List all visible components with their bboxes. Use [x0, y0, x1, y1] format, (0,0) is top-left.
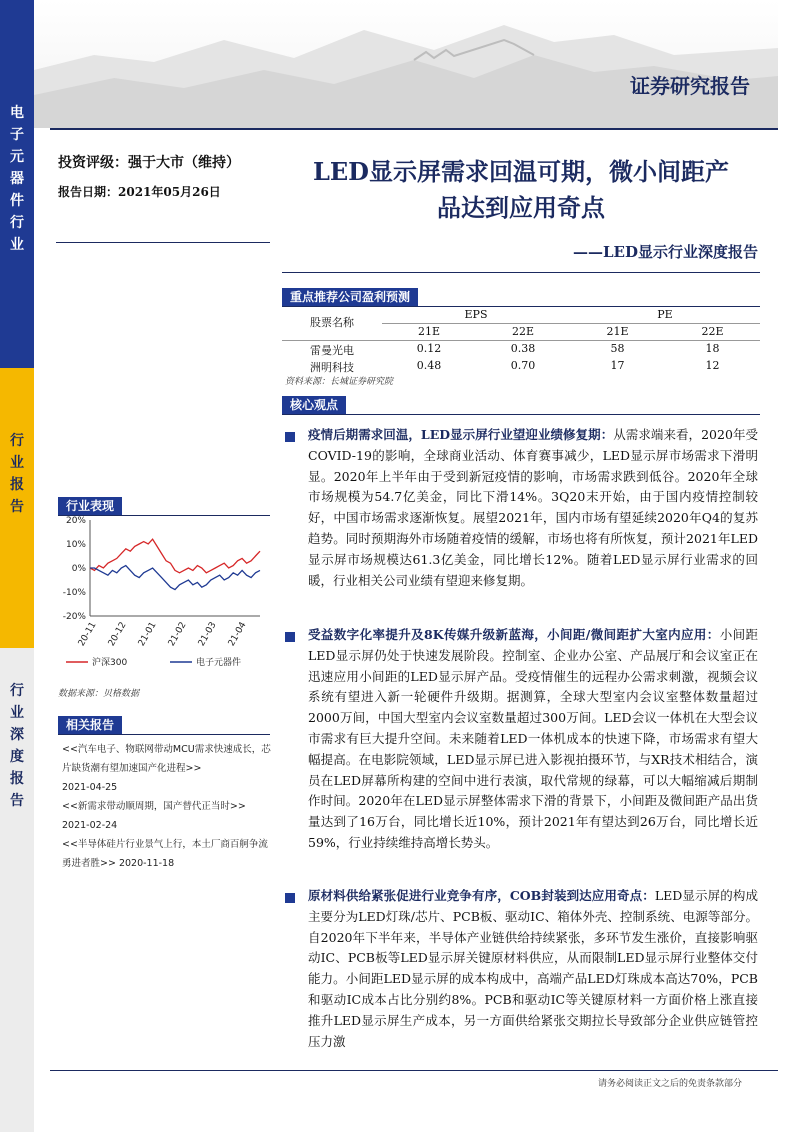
- band-char: 度: [10, 749, 24, 765]
- series-line: [90, 539, 260, 573]
- paragraph-lead: 原材料供给紧张促进行业竞争有序，COB封装到达应用奇点：: [308, 888, 655, 903]
- year-cell: 22E: [511, 325, 535, 338]
- report-date: 报告日期：2021年05月26日: [58, 185, 221, 199]
- table-rule: [282, 340, 760, 341]
- y-tick-label: 20%: [65, 516, 86, 526]
- earnings-heading: 重点推荐公司盈利预测: [282, 288, 418, 307]
- col-eps: EPS: [464, 308, 488, 321]
- value-cell: 0.48: [416, 359, 442, 372]
- band-char: 业: [10, 455, 24, 471]
- x-tick-label: 20-11: [76, 620, 99, 649]
- bullet-icon: [285, 632, 295, 642]
- bullet-icon: [285, 893, 295, 903]
- x-tick-label: 21-02: [166, 620, 189, 649]
- year-cell: 21E: [606, 325, 629, 338]
- core-paragraph-1: [308, 425, 758, 591]
- y-tick-label: -20%: [62, 612, 86, 622]
- table-header-row: [282, 308, 760, 329]
- performance-heading: 行业表现: [58, 497, 122, 516]
- related-item-date: 2021-04-25: [62, 782, 118, 793]
- value-cell: 18: [705, 342, 720, 355]
- table-row: [282, 342, 760, 358]
- band-char: 行: [10, 215, 24, 231]
- year-cell: 21E: [417, 325, 441, 338]
- footer-divider: [50, 1070, 778, 1071]
- band-char: 深: [10, 727, 24, 743]
- paragraph-text: LED显示屏的构成主要分为LED灯珠/芯片、PCB板、驱动IC、箱体外壳、控制系统、电源等部分。自2020年下半年来，半导体产业链供给持续紧张，多环节发生涨价，直接影响驱动IC、PCB板等LED显示屏关键原材料供应，从而限制LED显示屏行业整体交付能力。小间距LED显示屏的成本构成中，高端产品LED灯珠成本高达70%，PCB和驱动IC成本占比分别约8%。PCB和驱动IC等关键原材料一方面价格上涨直接推升LED显示屏生产成本，另一方面供给紧张交期拉长导致部分企业供应链管控压力激: [308, 888, 758, 1049]
- table-subrule: [382, 323, 760, 324]
- related-reports-list: [62, 740, 272, 873]
- band-char: 件: [10, 193, 24, 209]
- performance-chart: [56, 510, 272, 678]
- earnings-heading-rule: [282, 306, 760, 307]
- band-industry: [0, 0, 34, 368]
- band-char: 电: [10, 105, 24, 121]
- band-char: 行: [10, 683, 24, 699]
- band-char: 业: [10, 237, 24, 253]
- band-char: 报: [10, 771, 24, 787]
- paragraph-lead: 疫情后期需求回温，LED显示屏行业望迎业绩修复期：: [308, 427, 614, 442]
- related-item[interactable]: <<汽车电子、物联网带动MCU需求快速成长，芯片缺货潮有望加速国产化进程>>: [62, 744, 271, 774]
- investment-rating: 投资评级：强于大市（维持）: [58, 155, 240, 171]
- chart-source-note: 数据来源：贝格数据: [58, 689, 140, 699]
- year-cell: 22E: [701, 325, 724, 338]
- paragraph-text: 小间距LED显示屏仍处于快速发展阶段。控制室、企业办公室、产品展厅和会议室正在迅速应用小间距的LED显示屏产品。受疫情催生的远程办公需求刺激，视频会议系统有望进入新一轮硬件升级期。据测算，全球大型室内会议室整体数量超过2000万间，中国大型室内会议室数量超过300万间。LED会议一体机在大型会议市需求有巨大提升空间。未来随着LED一体机成本的快速下降，市场需求有望大幅提高。在电影院领域，LED显示屏已进入影视拍摄环节，与XR技术相结合，演员在LED屏幕所构建的空间中进行表演，取代常规的绿幕，可以大幅缩减后期制作时间。2020年在LED显示屏整体需求下滑的背景下，小间距及微间距产品出货量达到了16万台，同比增长近10%，预计2021年有望达到26万台，同比增长近59%，行业持续维持高增长势头。: [308, 627, 758, 850]
- band-char: 告: [10, 793, 24, 809]
- band-char: 元: [10, 149, 24, 165]
- related-item[interactable]: <<半导体硅片行业景气上行，本土厂商百舸争流勇进者胜>> 2020-11-18: [62, 839, 268, 869]
- x-tick-label: 21-04: [226, 620, 249, 649]
- related-item[interactable]: <<新需求带动顺周期，国产替代正当时>>: [62, 801, 246, 812]
- report-subtitle: ——LED显示行业深度报告: [573, 243, 758, 261]
- table-source-note: 资料来源：长城证券研究院: [285, 377, 394, 387]
- band-char: 报: [10, 477, 24, 493]
- header-mountain-image: [34, 0, 778, 128]
- x-tick-label: 21-01: [136, 620, 159, 649]
- table-row: [282, 359, 760, 375]
- legend-label: 电子元器件: [196, 658, 242, 668]
- header-divider: [50, 128, 778, 130]
- paragraph-text: 从需求端来看，2020年受COVID-19的影响，全球商业活动、体育赛事减少，LED显示屏市场需求下滑明显。2020年上半年由于受到新冠疫情的影响，市场需求跌到低谷。2020年全球市场规模为54.7亿美金，同比下滑14%。3Q20末开始，由于国内疫情控制较好，中国市场需求逐渐恢复。展望2021年，国内市场有望延续2020年Q4的复苏趋势。同时预期海外市场随着疫情的缓解，市场也将有所恢复，预计2021年LED显示屏市场规模达61.3亿美金，同比增长12%。随着LED显示屏行业需求的回暖，行业相关公司业绩有望迎来修复期。: [308, 427, 758, 588]
- band-char: 告: [10, 499, 24, 515]
- footer-disclaimer: 请务必阅读正文之后的免责条款部分: [597, 1079, 742, 1089]
- y-tick-label: 0%: [71, 564, 86, 574]
- y-tick-label: -10%: [62, 588, 86, 598]
- report-title: [282, 154, 760, 226]
- report-type-label: 证券研究报告: [630, 74, 750, 98]
- x-tick-label: 21-03: [196, 620, 219, 649]
- related-heading: 相关报告: [58, 716, 122, 735]
- band-category: [0, 368, 34, 648]
- band-char: 业: [10, 705, 24, 721]
- y-tick-label: 10%: [65, 540, 86, 550]
- col-pe: PE: [657, 308, 673, 321]
- table-years-row: [282, 325, 760, 341]
- band-char: 器: [10, 171, 24, 187]
- value-cell: 0.12: [416, 342, 442, 355]
- core-heading-rule: [282, 414, 760, 415]
- x-tick-label: 20-12: [106, 620, 129, 649]
- value-cell: 0.38: [510, 342, 536, 355]
- title-line-2: 品达到应用奇点: [437, 193, 605, 222]
- stock-name: 雷曼光电: [310, 344, 354, 357]
- band-report-type: [0, 648, 34, 1132]
- stock-name: 洲明科技: [310, 361, 354, 374]
- core-views-heading: 核心观点: [282, 396, 346, 415]
- title-line-1: LED显示屏需求回温可期，微小间距产: [313, 157, 729, 186]
- related-item-date: 2021-02-24: [62, 820, 118, 831]
- paragraph-lead: 受益数字化率提升及8K传媒升级新蓝海，小间距/微间距扩大室内应用：: [308, 627, 720, 642]
- band-char: 行: [10, 433, 24, 449]
- value-cell: 17: [610, 359, 625, 372]
- col-stock-name: 股票名称: [310, 316, 354, 329]
- left-divider: [56, 242, 270, 243]
- value-cell: 0.70: [510, 359, 536, 372]
- side-band: [0, 0, 34, 1132]
- core-paragraph-3: [308, 886, 758, 1056]
- core-paragraph-2: [308, 625, 758, 854]
- value-cell: 58: [610, 342, 625, 355]
- legend-label: 沪深300: [92, 658, 128, 668]
- related-heading-rule: [58, 734, 270, 735]
- title-divider: [282, 272, 760, 273]
- band-char: 子: [10, 127, 24, 143]
- value-cell: 12: [705, 359, 720, 372]
- bullet-icon: [285, 432, 295, 442]
